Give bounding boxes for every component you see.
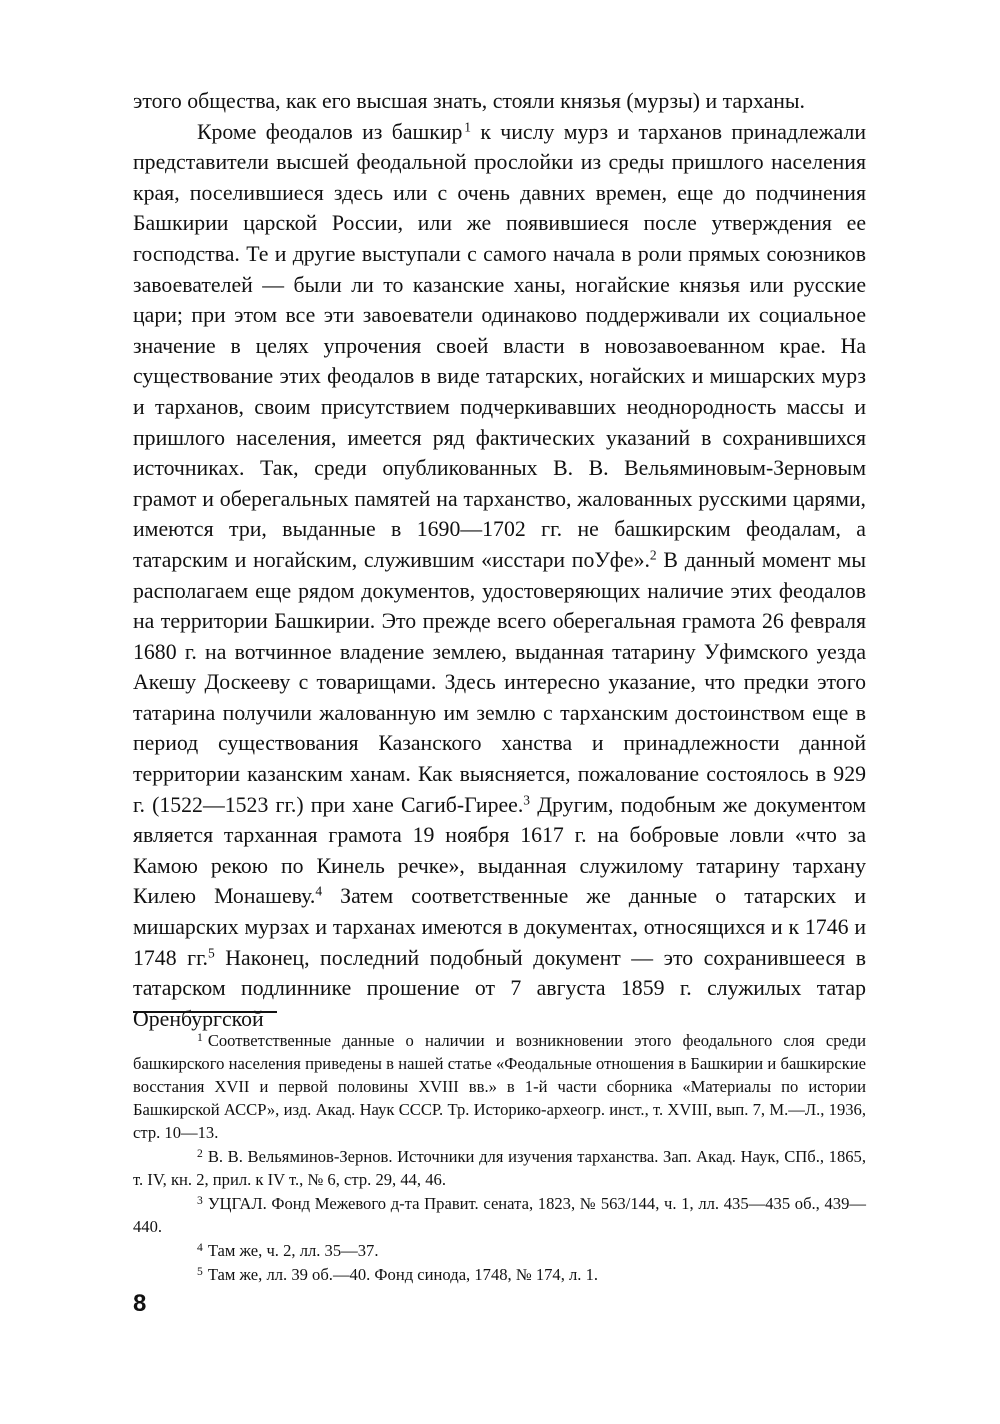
page-number: 8	[133, 1290, 147, 1317]
footnote-text: Соответственные данные о наличии и возникновении этого феодального слоя среди башкирского населения приведены в нашей статье «Феодальные отношения в Башкирии и башкирские восстания XVII и первой половины XVIII вв.» в 1-й части сборника «Материалы по истории Башкирской АССР», изд. Акад. Наук СССР. Тр. Историко-археогр. инст., т. XVIII, вып. 7, М.—Л., 1936, стр. 10—13.	[133, 1031, 866, 1142]
footnote-text: УЦГАЛ. Фонд Межевого д-та Правит. сената, 1823, № 563/144, ч. 1, лл. 435—435 об., 439—440.	[133, 1194, 866, 1236]
footnote-mark: 2	[197, 1146, 203, 1160]
paragraph-text: Другим, подобным же документом является тарханная грамота 19 ноября 1617 г. на бобровые ловли «что за Камою рекою по Кинель речке», выданная служилому татарину тархану Килею Монашеву.	[133, 792, 867, 909]
footnote-ref: 2	[649, 547, 657, 563]
footnote	[133, 1145, 866, 1191]
paragraph-continued	[133, 86, 866, 117]
footnote-ref: 5	[208, 945, 215, 961]
footnotes	[133, 1029, 866, 1286]
paragraph-text: В данный момент мы располагаем еще рядом документов, удостоверяющих наличие этих феодалов на территории Башкирии. Это прежде всего оберегальная грамота 26 февраля 1680 г. на вотчинное владение землею, выданная татарину Уфимского уезда Акешу Доскееву с товарищами. Здесь интересно указание, что предки этого татарина получили жалованную им землю с тарханским достоинством еще в период существования Казанского ханства и принадлежности данной территории казанским ханам. Как выясняется, пожалование состоялось в 929 г. (1522—1523 гг.) при хане Сагиб-Гирее.	[133, 547, 866, 817]
paragraph-text: Затем соответственные же данные о татарских и мишарских мурзах и тарханах имеются в документах, относящихся и к 1746 и 1748 гг.	[133, 884, 867, 970]
footnote-ref: 4	[315, 884, 323, 900]
footnote-text: Там же, ч. 2, лл. 35—37.	[207, 1241, 379, 1260]
paragraph-text: к числу мурз и тарханов принадлежали представители высшей феодальной прослойки из среды пришлого населения края, поселившиеся здесь или с очень давних времен, еще до подчинения Башкирии царской России, или же появившиеся после утверждения ее господства. Те и другие выступали с самого начала в роли прямых союзников завоевателей — были ли то казанские ханы, ногайские князья или русские цари; при этом все эти завоеватели одинаково поддерживали их социальное значение в целях упрочения своей власти в новозавоеванном крае. На существование этих феодалов в виде татарских, ногайских и мишарских мурз и тарханов, своим присутствием подчеркивавших неоднородность массы и пришлого населения, имеется ряд фактических указаний в сохранившихся источниках. Так, среди опубликованных В. В. Вельяминовым-Зерновым грамот и оберегальных памятей на тарханство, жалованных русскими царями, имеются три, выданные в 1690—1702 гг. не башкирским феодалам, а татарским и ногайским, служившим «исстари поУфе».	[133, 119, 867, 572]
footnote	[133, 1192, 866, 1238]
footnote-mark: 3	[197, 1193, 203, 1207]
footnote	[133, 1239, 866, 1262]
footnote-text: В. В. Вельяминов-Зернов. Источники для изучения тарханства. Зап. Акад. Наук, СПб., 1865, т. IV, кн. 2, прил. к IV т., № 6, стр. 29, 44, 46.	[133, 1147, 866, 1189]
main-text	[133, 86, 866, 1034]
footnote-ref: 3	[523, 792, 531, 808]
footnote-separator	[133, 1011, 277, 1013]
footnote-text: Там же, лл. 39 об.—40. Фонд синода, 1748, № 174, л. 1.	[207, 1265, 599, 1284]
paragraph-text: этого общества, как его высшая знать, стояли князья (мурзы) и тарханы.	[133, 89, 806, 113]
footnote-mark: 1	[197, 1030, 203, 1044]
paragraph-text: Кроме феодалов из башкир	[197, 119, 463, 144]
footnote	[133, 1263, 866, 1286]
footnote-mark: 5	[197, 1264, 203, 1278]
paragraph	[133, 117, 866, 1035]
footnote	[133, 1029, 866, 1144]
footnote-mark: 4	[197, 1240, 203, 1254]
footnote-ref: 1	[464, 119, 472, 135]
paragraph-text: Наконец, последний подобный документ — это сохранившееся в татарском подлиннике прошение от 7 августа 1859 г. служилых татар Оренбургской	[133, 945, 866, 1031]
